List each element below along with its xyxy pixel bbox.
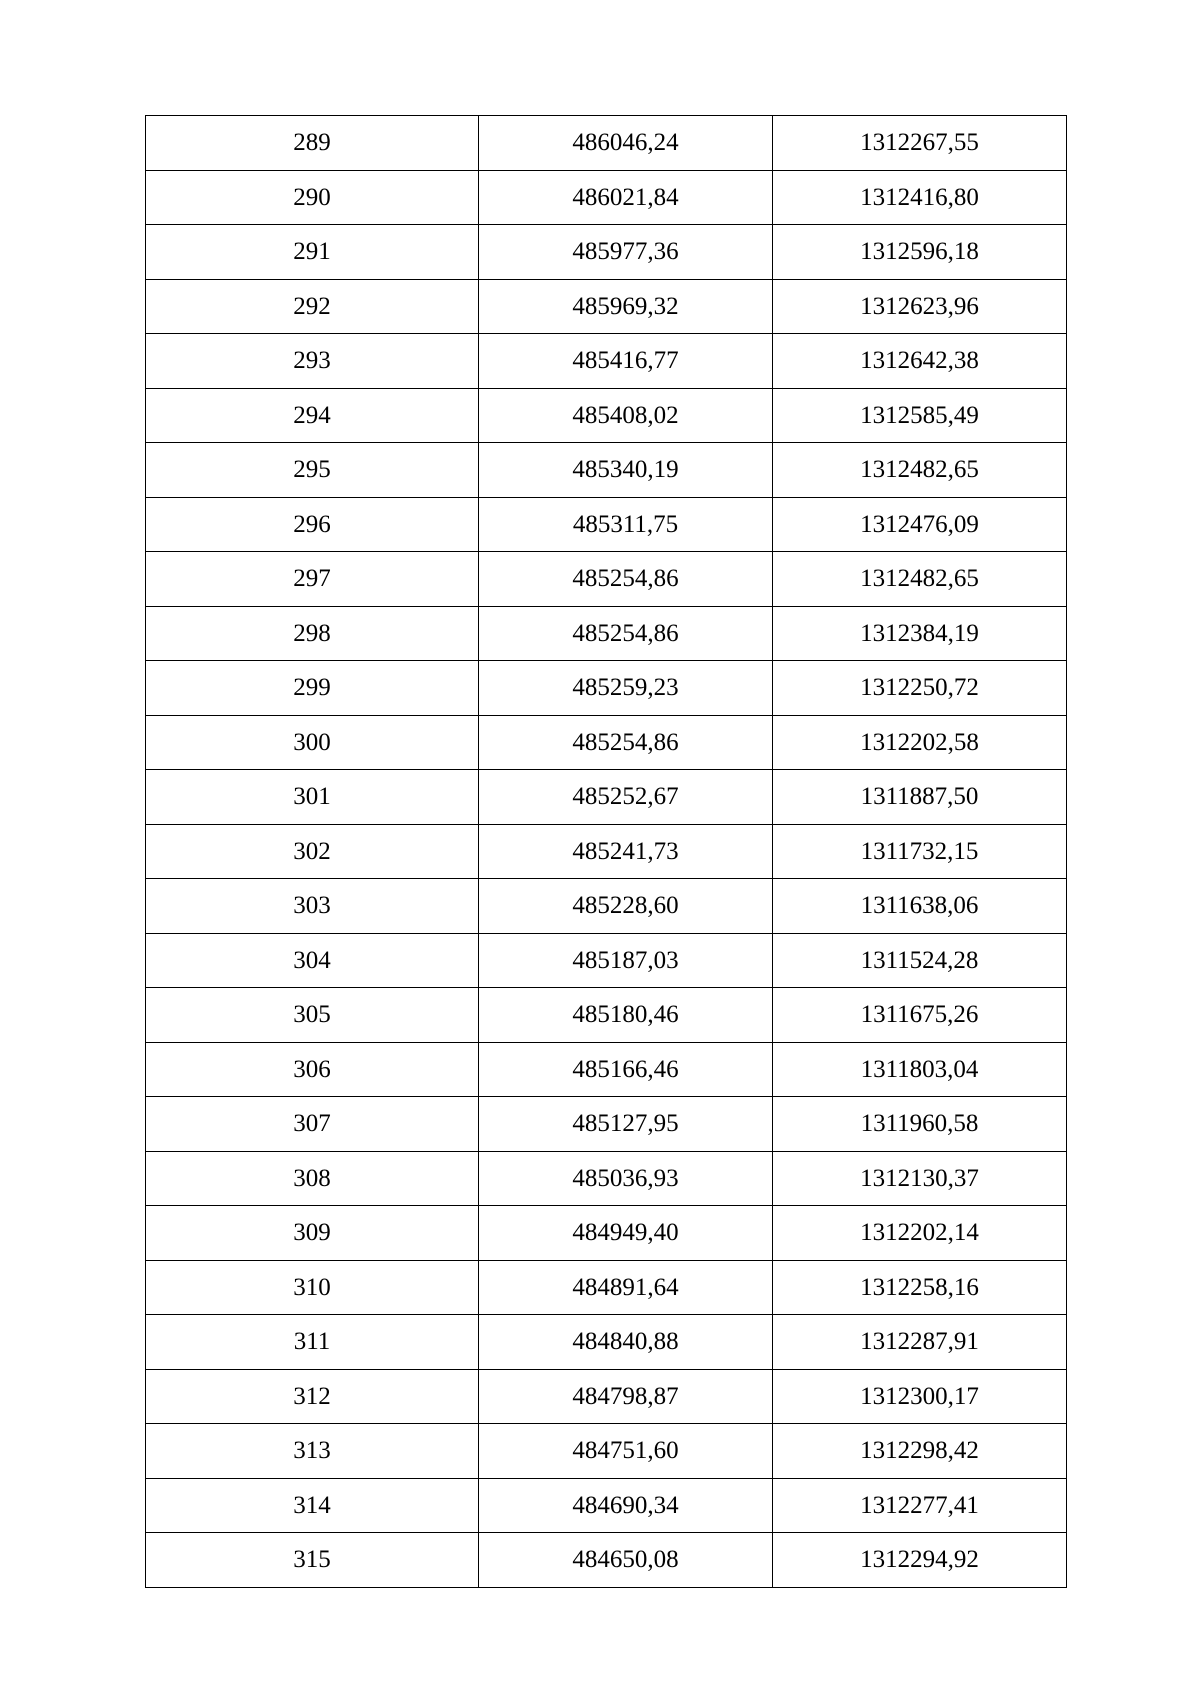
table-row [146, 879, 1067, 934]
point-number-cell: 300 [146, 715, 479, 770]
point-number-cell: 296 [146, 497, 479, 552]
x-coordinate-cell: 485416,77 [479, 334, 773, 389]
x-coordinate-cell: 485969,32 [479, 279, 773, 334]
x-coordinate-cell: 484690,34 [479, 1478, 773, 1533]
table-row [146, 170, 1067, 225]
point-number-cell: 309 [146, 1206, 479, 1261]
table-row [146, 334, 1067, 389]
table-row [146, 715, 1067, 770]
y-coordinate-cell: 1312298,42 [773, 1424, 1067, 1479]
table-row [146, 443, 1067, 498]
point-number-cell: 314 [146, 1478, 479, 1533]
x-coordinate-cell: 485254,86 [479, 552, 773, 607]
table-row [146, 1315, 1067, 1370]
point-number-cell: 306 [146, 1042, 479, 1097]
point-number-cell: 301 [146, 770, 479, 825]
y-coordinate-cell: 1312258,16 [773, 1260, 1067, 1315]
table-row [146, 988, 1067, 1043]
table-row [146, 1260, 1067, 1315]
x-coordinate-cell: 485228,60 [479, 879, 773, 934]
table-row [146, 1097, 1067, 1152]
y-coordinate-cell: 1312596,18 [773, 225, 1067, 280]
y-coordinate-cell: 1312482,65 [773, 443, 1067, 498]
x-coordinate-cell: 485340,19 [479, 443, 773, 498]
point-number-cell: 293 [146, 334, 479, 389]
y-coordinate-cell: 1312267,55 [773, 116, 1067, 171]
point-number-cell: 294 [146, 388, 479, 443]
table-row [146, 1206, 1067, 1261]
x-coordinate-cell: 485259,23 [479, 661, 773, 716]
y-coordinate-cell: 1312300,17 [773, 1369, 1067, 1424]
point-number-cell: 313 [146, 1424, 479, 1479]
y-coordinate-cell: 1312202,14 [773, 1206, 1067, 1261]
point-number-cell: 302 [146, 824, 479, 879]
x-coordinate-cell: 485127,95 [479, 1097, 773, 1152]
y-coordinate-cell: 1312202,58 [773, 715, 1067, 770]
x-coordinate-cell: 485036,93 [479, 1151, 773, 1206]
table-row [146, 1151, 1067, 1206]
x-coordinate-cell: 486046,24 [479, 116, 773, 171]
point-number-cell: 289 [146, 116, 479, 171]
table-row [146, 1369, 1067, 1424]
y-coordinate-cell: 1311887,50 [773, 770, 1067, 825]
y-coordinate-cell: 1312287,91 [773, 1315, 1067, 1370]
y-coordinate-cell: 1312130,37 [773, 1151, 1067, 1206]
x-coordinate-cell: 484650,08 [479, 1533, 773, 1588]
y-coordinate-cell: 1312476,09 [773, 497, 1067, 552]
table-row [146, 552, 1067, 607]
point-number-cell: 308 [146, 1151, 479, 1206]
table-row [146, 1042, 1067, 1097]
coordinates-table-body [146, 116, 1067, 1588]
table-row [146, 933, 1067, 988]
coordinates-table [145, 115, 1067, 1588]
point-number-cell: 303 [146, 879, 479, 934]
table-row [146, 1424, 1067, 1479]
y-coordinate-cell: 1312250,72 [773, 661, 1067, 716]
y-coordinate-cell: 1312416,80 [773, 170, 1067, 225]
table-row [146, 116, 1067, 171]
point-number-cell: 310 [146, 1260, 479, 1315]
x-coordinate-cell: 484798,87 [479, 1369, 773, 1424]
x-coordinate-cell: 485166,46 [479, 1042, 773, 1097]
x-coordinate-cell: 485180,46 [479, 988, 773, 1043]
point-number-cell: 315 [146, 1533, 479, 1588]
point-number-cell: 290 [146, 170, 479, 225]
point-number-cell: 305 [146, 988, 479, 1043]
x-coordinate-cell: 485311,75 [479, 497, 773, 552]
point-number-cell: 292 [146, 279, 479, 334]
point-number-cell: 295 [146, 443, 479, 498]
point-number-cell: 304 [146, 933, 479, 988]
y-coordinate-cell: 1312585,49 [773, 388, 1067, 443]
table-row [146, 1478, 1067, 1533]
x-coordinate-cell: 485408,02 [479, 388, 773, 443]
table-row [146, 661, 1067, 716]
table-row [146, 1533, 1067, 1588]
y-coordinate-cell: 1311638,06 [773, 879, 1067, 934]
x-coordinate-cell: 484751,60 [479, 1424, 773, 1479]
point-number-cell: 311 [146, 1315, 479, 1370]
table-row [146, 279, 1067, 334]
table-row [146, 225, 1067, 280]
x-coordinate-cell: 486021,84 [479, 170, 773, 225]
y-coordinate-cell: 1312294,92 [773, 1533, 1067, 1588]
x-coordinate-cell: 484891,64 [479, 1260, 773, 1315]
y-coordinate-cell: 1312482,65 [773, 552, 1067, 607]
x-coordinate-cell: 485977,36 [479, 225, 773, 280]
point-number-cell: 297 [146, 552, 479, 607]
table-row [146, 770, 1067, 825]
point-number-cell: 307 [146, 1097, 479, 1152]
table-row [146, 606, 1067, 661]
y-coordinate-cell: 1311960,58 [773, 1097, 1067, 1152]
x-coordinate-cell: 485254,86 [479, 715, 773, 770]
table-row [146, 824, 1067, 879]
point-number-cell: 299 [146, 661, 479, 716]
x-coordinate-cell: 484949,40 [479, 1206, 773, 1261]
point-number-cell: 298 [146, 606, 479, 661]
x-coordinate-cell: 485187,03 [479, 933, 773, 988]
y-coordinate-cell: 1312277,41 [773, 1478, 1067, 1533]
table-row [146, 388, 1067, 443]
y-coordinate-cell: 1312642,38 [773, 334, 1067, 389]
y-coordinate-cell: 1311675,26 [773, 988, 1067, 1043]
table-row [146, 497, 1067, 552]
x-coordinate-cell: 484840,88 [479, 1315, 773, 1370]
y-coordinate-cell: 1311803,04 [773, 1042, 1067, 1097]
point-number-cell: 291 [146, 225, 479, 280]
point-number-cell: 312 [146, 1369, 479, 1424]
x-coordinate-cell: 485254,86 [479, 606, 773, 661]
x-coordinate-cell: 485252,67 [479, 770, 773, 825]
x-coordinate-cell: 485241,73 [479, 824, 773, 879]
y-coordinate-cell: 1311524,28 [773, 933, 1067, 988]
y-coordinate-cell: 1311732,15 [773, 824, 1067, 879]
y-coordinate-cell: 1312384,19 [773, 606, 1067, 661]
y-coordinate-cell: 1312623,96 [773, 279, 1067, 334]
